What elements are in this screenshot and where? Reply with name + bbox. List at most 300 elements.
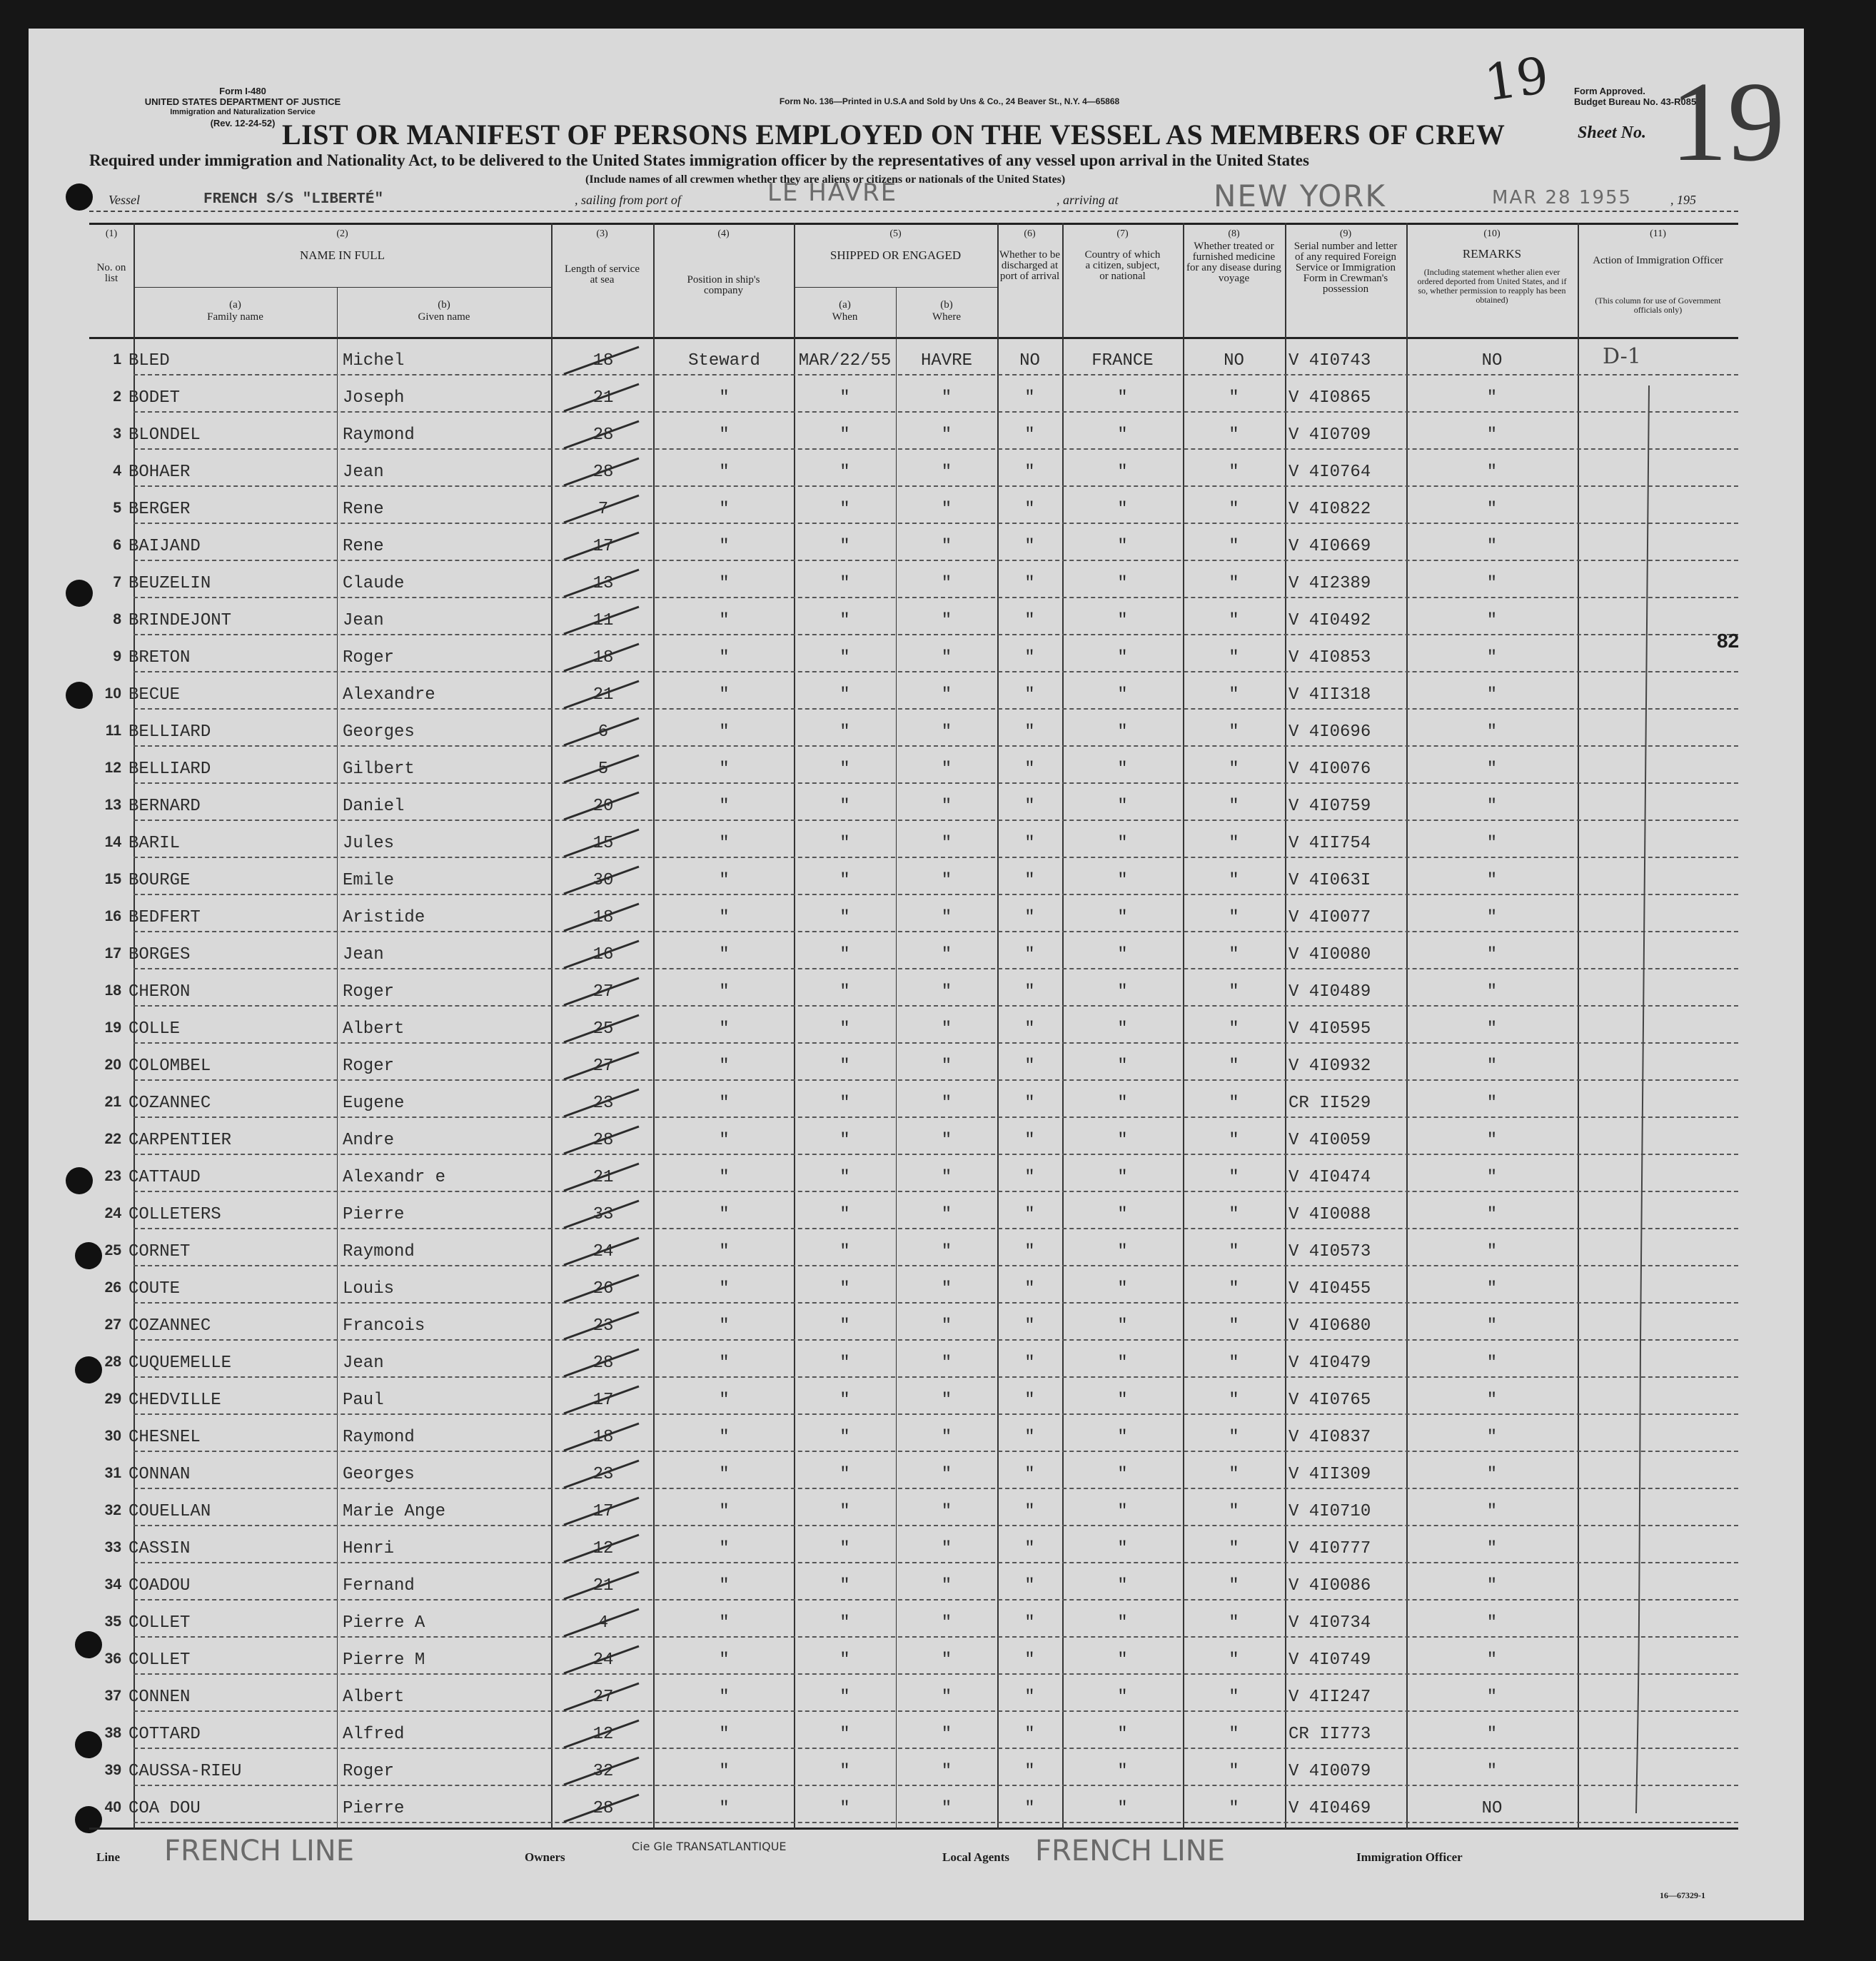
cell-family: BOURGE [128, 871, 191, 890]
cell-country: " [1117, 1502, 1128, 1521]
cell-country: " [1117, 908, 1128, 927]
cell-position: " [719, 388, 730, 408]
cell-given: Alexandre [343, 685, 435, 705]
cell-length: 23 [592, 1316, 614, 1336]
cell-when: " [839, 1168, 850, 1187]
cell-position: " [719, 908, 730, 927]
row-rule [133, 1673, 1738, 1675]
cell-position: " [719, 463, 730, 482]
cell-discharged: " [1024, 908, 1035, 927]
cell-where: " [941, 425, 952, 445]
cell-treated: " [1229, 537, 1239, 556]
col-family-name: Family name [207, 311, 263, 323]
cell-position: " [719, 1205, 730, 1224]
cell-serial: V 4II309 [1289, 1465, 1371, 1484]
cell-given: Henri [343, 1539, 395, 1558]
cell-serial: V 4I0080 [1289, 945, 1371, 964]
cell-where: " [941, 1465, 952, 1484]
cell-discharged: " [1024, 1465, 1035, 1484]
row-number: 19 [104, 1019, 121, 1036]
cell-treated: NO [1224, 351, 1244, 370]
margin-note: 82 [1717, 630, 1740, 652]
cell-discharged: " [1024, 425, 1035, 445]
table-row [29, 1493, 1685, 1531]
cell-given: Georges [343, 722, 415, 742]
row-rule [133, 1562, 1738, 1563]
form-number: Form I-480 [219, 86, 266, 96]
cell-when: " [839, 574, 850, 593]
cell-given: Albert [343, 1688, 405, 1707]
table-row [29, 1568, 1685, 1605]
cell-remarks: " [1486, 1688, 1498, 1707]
cell-serial: V 4I0777 [1289, 1539, 1371, 1558]
row-rule [133, 448, 1738, 450]
year-suffix: , 195 [1670, 193, 1696, 207]
row-number: 5 [113, 500, 121, 516]
cell-family: BLONDEL [128, 425, 201, 445]
cell-given: Michel [343, 351, 405, 370]
row-number: 24 [104, 1205, 121, 1221]
row-rule [133, 1228, 1738, 1229]
cell-remarks: " [1486, 797, 1498, 816]
cell-treated: " [1229, 871, 1239, 890]
row-number: 29 [104, 1391, 121, 1407]
cell-remarks: " [1486, 1613, 1498, 1633]
check-stroke [560, 932, 646, 975]
sheet-label: Sheet No. [1578, 123, 1646, 142]
table-row [29, 1196, 1685, 1234]
cell-position: " [719, 648, 730, 667]
cell-position: " [719, 1019, 730, 1039]
table-row [29, 1345, 1685, 1382]
table-row [29, 417, 1685, 454]
col-where: Where [932, 311, 961, 323]
col-num-6: (6) [1024, 228, 1036, 239]
cell-country: " [1117, 1094, 1128, 1113]
table-row [29, 1605, 1685, 1642]
cell-position: " [719, 760, 730, 779]
cell-serial: V 4I0932 [1289, 1057, 1371, 1076]
cell-country: " [1117, 722, 1128, 742]
cell-position: " [719, 425, 730, 445]
owners-label: Owners [525, 1850, 565, 1864]
cell-where: " [941, 834, 952, 853]
cell-when: " [839, 1019, 850, 1039]
cell-remarks: " [1486, 1279, 1498, 1299]
cell-where: " [941, 760, 952, 779]
cell-discharged: " [1024, 945, 1035, 964]
table-row [29, 751, 1685, 788]
cell-discharged: " [1024, 834, 1035, 853]
line-label: Line [96, 1850, 121, 1864]
row-number: 23 [104, 1168, 121, 1184]
cell-family: CASSIN [128, 1539, 191, 1558]
col-remarks: REMARKS [1462, 247, 1522, 261]
cell-remarks: NO [1481, 1799, 1503, 1818]
cell-treated: " [1229, 1353, 1239, 1373]
cell-when: " [839, 760, 850, 779]
cell-family: COADOU [128, 1576, 191, 1595]
check-stroke [560, 1452, 646, 1495]
cell-where: " [941, 1725, 952, 1744]
cell-remarks: " [1486, 1353, 1498, 1373]
cell-when: " [839, 1613, 850, 1633]
cell-when: " [839, 1465, 850, 1484]
cell-where: " [941, 1057, 952, 1076]
check-stroke [560, 1712, 646, 1755]
row-number: 28 [104, 1353, 121, 1370]
cell-family: BRETON [128, 648, 191, 667]
row-rule [133, 1191, 1738, 1192]
cell-where: " [941, 1391, 952, 1410]
cell-treated: " [1229, 1316, 1239, 1336]
row-rule [133, 1525, 1738, 1526]
cell-where: " [941, 1799, 952, 1818]
col-length-service: Length of service at sea [565, 263, 640, 286]
row-rule [133, 1079, 1738, 1081]
cell-discharged: " [1024, 1391, 1035, 1410]
table-row [29, 1456, 1685, 1493]
cell-given: Daniel [343, 797, 405, 816]
line-value: FRENCH LINE [164, 1835, 354, 1867]
cell-position: " [719, 834, 730, 853]
check-stroke [560, 1081, 646, 1124]
vessel-name: FRENCH S/S "LIBERTÉ" [203, 191, 384, 208]
cell-discharged: " [1024, 1502, 1035, 1521]
check-stroke [560, 747, 646, 790]
cell-family: CUQUEMELLE [128, 1353, 232, 1373]
cell-country: " [1117, 1057, 1128, 1076]
cell-when: " [839, 982, 850, 1002]
cell-where: " [941, 908, 952, 927]
cell-where: " [941, 871, 952, 890]
row-number: 12 [104, 760, 121, 776]
check-stroke [560, 710, 646, 752]
cell-country: " [1117, 1428, 1128, 1447]
cell-position: " [719, 611, 730, 630]
cell-where: " [941, 1168, 952, 1187]
cell-position: " [719, 1242, 730, 1261]
cell-treated: " [1229, 1391, 1239, 1410]
table-row [29, 1753, 1685, 1790]
cell-length: 25 [592, 1019, 614, 1039]
table-row [29, 677, 1685, 714]
cell-country: " [1117, 1725, 1128, 1744]
cell-treated: " [1229, 1168, 1239, 1187]
row-number: 30 [104, 1428, 121, 1444]
cell-when: " [839, 500, 850, 519]
cell-length: 27 [592, 1688, 614, 1707]
table-row [29, 1085, 1685, 1122]
cell-family: CORNET [128, 1242, 191, 1261]
row-number: 15 [104, 871, 121, 887]
cell-discharged: " [1024, 1131, 1035, 1150]
table-row [29, 380, 1685, 417]
cell-country: " [1117, 1539, 1128, 1558]
cell-serial: V 4I0079 [1289, 1762, 1371, 1781]
check-stroke [560, 1118, 646, 1161]
row-rule [133, 1116, 1738, 1118]
revision-line: (Rev. 12-24-52) [210, 118, 276, 128]
cell-when: " [839, 685, 850, 705]
cell-when: " [839, 611, 850, 630]
cell-country: " [1117, 611, 1128, 630]
cell-position: " [719, 537, 730, 556]
cell-where: " [941, 685, 952, 705]
cell-treated: " [1229, 1094, 1239, 1113]
cell-serial: V 4I0696 [1289, 722, 1371, 742]
cell-length: 7 [597, 500, 609, 519]
cell-country: " [1117, 1242, 1128, 1261]
arriving-label: , arriving at [1056, 193, 1119, 207]
cell-remarks: NO [1481, 351, 1503, 370]
cell-family: BORGES [128, 945, 191, 964]
cell-action: D-1 [1603, 344, 1641, 369]
cell-discharged: " [1024, 1316, 1035, 1336]
cell-treated: " [1229, 1613, 1239, 1633]
row-rule [133, 523, 1738, 524]
cell-family: BECUE [128, 685, 181, 705]
cell-discharged: " [1024, 1279, 1035, 1299]
cell-given: Jules [343, 834, 395, 853]
row-rule [133, 1636, 1738, 1638]
cell-where: " [941, 1279, 952, 1299]
row-number: 34 [104, 1576, 121, 1593]
cell-serial: V 4I0669 [1289, 537, 1371, 556]
cell-remarks: " [1486, 1465, 1498, 1484]
cell-when: MAR/22/55 [798, 351, 892, 370]
cell-remarks: " [1486, 611, 1498, 630]
cell-where: " [941, 1242, 952, 1261]
cell-length: 21 [592, 388, 614, 408]
table-row [29, 825, 1685, 862]
cell-position: " [719, 1650, 730, 1670]
cell-position: " [719, 1502, 730, 1521]
owners-value: Cie Gle TRANSATLANTIQUE [632, 1840, 787, 1853]
check-stroke [560, 1229, 646, 1272]
cell-position: " [719, 1465, 730, 1484]
cell-given: Jean [343, 945, 384, 964]
cell-country: " [1117, 574, 1128, 593]
cell-remarks: " [1486, 388, 1498, 408]
cell-given: Rene [343, 500, 384, 519]
cell-treated: " [1229, 1057, 1239, 1076]
col-num-8: (8) [1228, 228, 1240, 239]
cell-family: COLOMBEL [128, 1057, 211, 1076]
cell-position: " [719, 722, 730, 742]
cell-country: " [1117, 537, 1128, 556]
row-number: 18 [104, 982, 121, 999]
row-number: 10 [104, 685, 121, 702]
handwritten-bracket [1620, 343, 1663, 1828]
cell-position: " [719, 1799, 730, 1818]
cell-where: " [941, 1762, 952, 1781]
cell-given: Raymond [343, 425, 415, 445]
cell-serial: V 4I0492 [1289, 611, 1371, 630]
row-number: 21 [104, 1094, 121, 1110]
cell-length: 17 [592, 1391, 614, 1410]
include-note: (Include names of all crewmen whether they are aliens or citizens or nationals of the United States) [585, 173, 1066, 186]
col-when-letter: (a) [839, 299, 851, 311]
check-stroke [560, 1007, 646, 1049]
cell-discharged: " [1024, 1428, 1035, 1447]
check-stroke [560, 1415, 646, 1458]
cell-discharged: " [1024, 1576, 1035, 1595]
row-number: 36 [104, 1650, 121, 1667]
check-stroke [560, 1192, 646, 1235]
col-shipped-engaged: SHIPPED OR ENGAGED [829, 248, 962, 262]
col-given-letter: (b) [438, 299, 450, 311]
cell-family: COLLET [128, 1650, 191, 1670]
table-row [29, 343, 1685, 380]
cell-when: " [839, 722, 850, 742]
col-discharged: Whether to be discharged at port of arrival [999, 249, 1060, 282]
cell-treated: " [1229, 722, 1239, 742]
table-row [29, 974, 1685, 1011]
row-number: 20 [104, 1057, 121, 1073]
sailing-label: , sailing from port of [575, 193, 681, 207]
cell-discharged: " [1024, 797, 1035, 816]
cell-where: " [941, 388, 952, 408]
cell-when: " [839, 425, 850, 445]
col-when: When [832, 311, 858, 323]
cell-country: " [1117, 1279, 1128, 1299]
cell-treated: " [1229, 982, 1239, 1002]
cell-discharged: " [1024, 1205, 1035, 1224]
row-number: 13 [104, 797, 121, 813]
row-rule [133, 1154, 1738, 1155]
check-stroke [560, 487, 646, 530]
cell-position: " [719, 1131, 730, 1150]
cell-country: " [1117, 500, 1128, 519]
port-of-arrival: NEW YORK [1214, 178, 1386, 213]
cell-when: " [839, 908, 850, 927]
cell-position: " [719, 1391, 730, 1410]
cell-given: Roger [343, 648, 395, 667]
cell-treated: " [1229, 1131, 1239, 1150]
col-num-10: (10) [1483, 228, 1501, 239]
cell-remarks: " [1486, 834, 1498, 853]
row-rule [133, 1451, 1738, 1452]
table-row [29, 1716, 1685, 1753]
cell-length: 12 [592, 1539, 614, 1558]
table-row [29, 1790, 1685, 1828]
row-rule [133, 1785, 1738, 1786]
cell-treated: " [1229, 1762, 1239, 1781]
table-row [29, 1048, 1685, 1085]
cell-remarks: " [1486, 1019, 1498, 1039]
cell-country: " [1117, 760, 1128, 779]
row-number: 40 [104, 1799, 121, 1815]
table-row [29, 1382, 1685, 1419]
cell-length: 33 [592, 1205, 614, 1224]
cell-when: " [839, 1688, 850, 1707]
cell-serial: CR II529 [1289, 1094, 1371, 1113]
cell-country: " [1117, 1613, 1128, 1633]
cell-when: " [839, 1428, 850, 1447]
check-stroke [560, 561, 646, 604]
cell-given: Roger [343, 1762, 395, 1781]
check-stroke [560, 821, 646, 864]
row-number: 35 [104, 1613, 121, 1630]
col-num-2: (2) [336, 228, 348, 239]
cell-remarks: " [1486, 871, 1498, 890]
cell-when: " [839, 388, 850, 408]
row-number: 32 [104, 1502, 121, 1518]
cell-country: " [1117, 1465, 1128, 1484]
cell-length: 23 [592, 1094, 614, 1113]
cell-serial: V 4I2389 [1289, 574, 1371, 593]
cell-country: " [1117, 1353, 1128, 1373]
cell-position: " [719, 797, 730, 816]
row-number: 14 [104, 834, 121, 850]
cell-family: COTTARD [128, 1725, 201, 1744]
cell-length: 5 [597, 760, 609, 779]
cell-position: " [719, 1688, 730, 1707]
check-stroke [560, 450, 646, 493]
cell-position: " [719, 1168, 730, 1187]
row-rule [133, 1413, 1738, 1415]
table-row [29, 640, 1685, 677]
cell-serial: V 4I063I [1289, 871, 1371, 890]
cell-discharged: " [1024, 1019, 1035, 1039]
cell-given: Albert [343, 1019, 405, 1039]
cell-family: CONNAN [128, 1465, 191, 1484]
cell-family: BODET [128, 388, 181, 408]
agents-label: Local Agents [942, 1850, 1009, 1864]
cell-serial: V 4I0764 [1289, 463, 1371, 482]
cell-where: " [941, 1131, 952, 1150]
cell-position: " [719, 1613, 730, 1633]
row-rule [133, 745, 1738, 747]
row-number: 1 [113, 351, 121, 368]
check-stroke [560, 672, 646, 715]
check-stroke [560, 375, 646, 418]
cell-when: " [839, 1391, 850, 1410]
cell-position: " [719, 1725, 730, 1744]
cell-treated: " [1229, 648, 1239, 667]
cell-when: " [839, 1205, 850, 1224]
cell-where: " [941, 574, 952, 593]
cell-family: CONNEN [128, 1688, 191, 1707]
cell-where: " [941, 500, 952, 519]
cell-remarks: " [1486, 760, 1498, 779]
cell-serial: V 4I0088 [1289, 1205, 1371, 1224]
check-stroke [560, 1675, 646, 1718]
cell-length: 32 [592, 1762, 614, 1781]
check-stroke [560, 1526, 646, 1569]
cell-position: " [719, 945, 730, 964]
cell-treated: " [1229, 685, 1239, 705]
check-stroke [560, 784, 646, 827]
arrival-date: MAR 28 1955 [1492, 187, 1633, 208]
cell-given: Paul [343, 1391, 384, 1410]
cell-given: Marie Ange [343, 1502, 446, 1521]
cell-family: BERGER [128, 500, 191, 519]
cell-given: Alfred [343, 1725, 405, 1744]
cell-when: " [839, 1725, 850, 1744]
cell-discharged: " [1024, 1094, 1035, 1113]
cell-family: BRINDEJONT [128, 611, 232, 630]
cell-when: " [839, 1242, 850, 1261]
table-row [29, 1011, 1685, 1048]
cell-country: " [1117, 1019, 1128, 1039]
cell-remarks: " [1486, 574, 1498, 593]
cell-family: COUELLAN [128, 1502, 211, 1521]
row-number: 6 [113, 537, 121, 553]
cell-given: Raymond [343, 1428, 415, 1447]
cell-country: " [1117, 797, 1128, 816]
